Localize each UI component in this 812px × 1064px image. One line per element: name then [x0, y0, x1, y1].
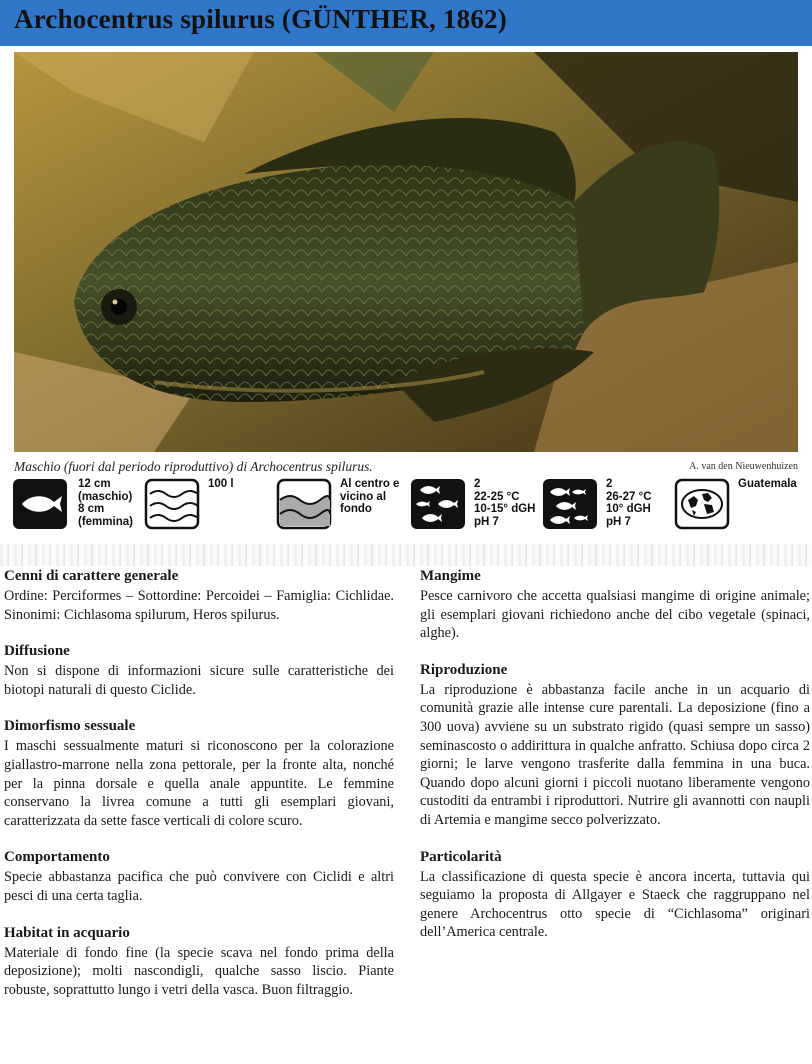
swimming-zone-icon [276, 478, 332, 530]
origin-info: Guatemala [738, 478, 797, 490]
section-notes [420, 849, 810, 942]
section-text: La classificazione di questa specie è ancora incerta, tuttavia qui seguiamo la proposta di Allgayer e Staeck che raggruppano nel genere Archocentrus otto specie di “Cichlasoma” originari dell’America centrale. [420, 868, 810, 941]
section-heading: Particolarità [420, 848, 502, 865]
photo-caption: Maschio (fuori dal periodo riproduttivo) di Archocentrus spilurus. [14, 459, 373, 474]
water-conditions-2: 2 26-27 °C 10° dGH pH 7 [606, 478, 652, 528]
section-distribution [4, 643, 394, 699]
section-heading: Diffusione [4, 643, 70, 660]
section-text: Ordine: Perciformes – Sottordine: Percoidei – Famiglia: Cichlidae. Sinonimi: Cichlasoma spilurum, Heros spilurus. [4, 588, 394, 623]
info-icons-strip [0, 476, 812, 538]
swimming-zone-info: Al centro e vicino al fondo [340, 478, 400, 515]
section-heading: Riproduzione [420, 661, 508, 678]
photo-credit: A. van den Nieuwenhuizen [689, 461, 798, 472]
globe-origin-icon [674, 478, 730, 530]
section-text: Specie abbastanza pacifica che può convivere con Ciclidi e altri pesci di una certa taglia. [4, 869, 394, 904]
size-info: 12 cm (maschio) 8 cm (femmina) [78, 478, 133, 528]
right-column [420, 568, 810, 961]
section-text: Non si dispone di informazioni sicure sulle caratteristiche dei biotopi naturali di questo Ciclide. [4, 663, 394, 698]
section-general [4, 568, 394, 624]
left-column [4, 568, 394, 1018]
section-heading: Comportamento [4, 849, 110, 866]
title-bar [0, 0, 812, 46]
section-text: Pesce carnivoro che accetta qualsiasi mangime di origine animale; gli esemplari giovani richiedono anche del cibo vegetale (spinaci, alghe). [420, 588, 810, 642]
fish-photo [14, 52, 798, 452]
tank-volume-info: 100 l [208, 478, 234, 490]
section-heading: Mangime [420, 568, 481, 584]
section-behaviour [4, 849, 394, 905]
section-text: Materiale di fondo fine (la specie scava nel fondo prima della deposizione); molti nascondigli, qualche sasso liscio. Piante robuste, soprattutto lungo i vetri della vasca. Buon filtraggio. [4, 944, 394, 998]
community-fish-icon [410, 478, 466, 530]
section-reproduction [420, 662, 810, 830]
page-title: Archocentrus spilurus (GÜNTHER, 1862) [14, 4, 507, 34]
tank-volume-icon [144, 478, 200, 530]
section-text: I maschi sessualmente maturi si riconoscono per la colorazione giallastro-marrone nella zona pettorale, per la fronte alta, nonché per la pinna dorsale e quella anale appuntite. Le femmine conservano la livrea comune a tutti gli esemplari giovani, caratterizzata da sette fasce verticali di colore scuro. [4, 738, 394, 829]
section-habitat [4, 925, 394, 1000]
section-heading: Habitat in acquario [4, 924, 130, 941]
water-conditions-1: 2 22-25 °C 10-15° dGH pH 7 [474, 478, 536, 528]
section-heading: Cenni di carattere generale [4, 568, 179, 584]
breeding-fish-icon [542, 478, 598, 530]
section-dimorphism [4, 718, 394, 830]
section-text: La riproduzione è abbastanza facile anche in un acquario di comunità grazie alle intense cure parentali. La deposizione (fino a 300 uova) avviene su un substrato rigido (quasi sempre un sasso) seminascosto o addirittura in qualche anfratto. Schiusa dopo circa 2 giorni; le larve vengono trasferite dalla femmina in una buca. Quando dopo alcuni giorni i piccoli nuotano liberamente vengono custoditi da entrambi i riproduttori. Nutrire gli avannotti con naupli di Artemia e mangime secco polverizzato. [420, 681, 810, 828]
divider-band [0, 544, 812, 566]
section-heading: Dimorfismo sessuale [4, 718, 136, 735]
section-food [420, 568, 810, 643]
fish-size-icon [12, 478, 68, 530]
